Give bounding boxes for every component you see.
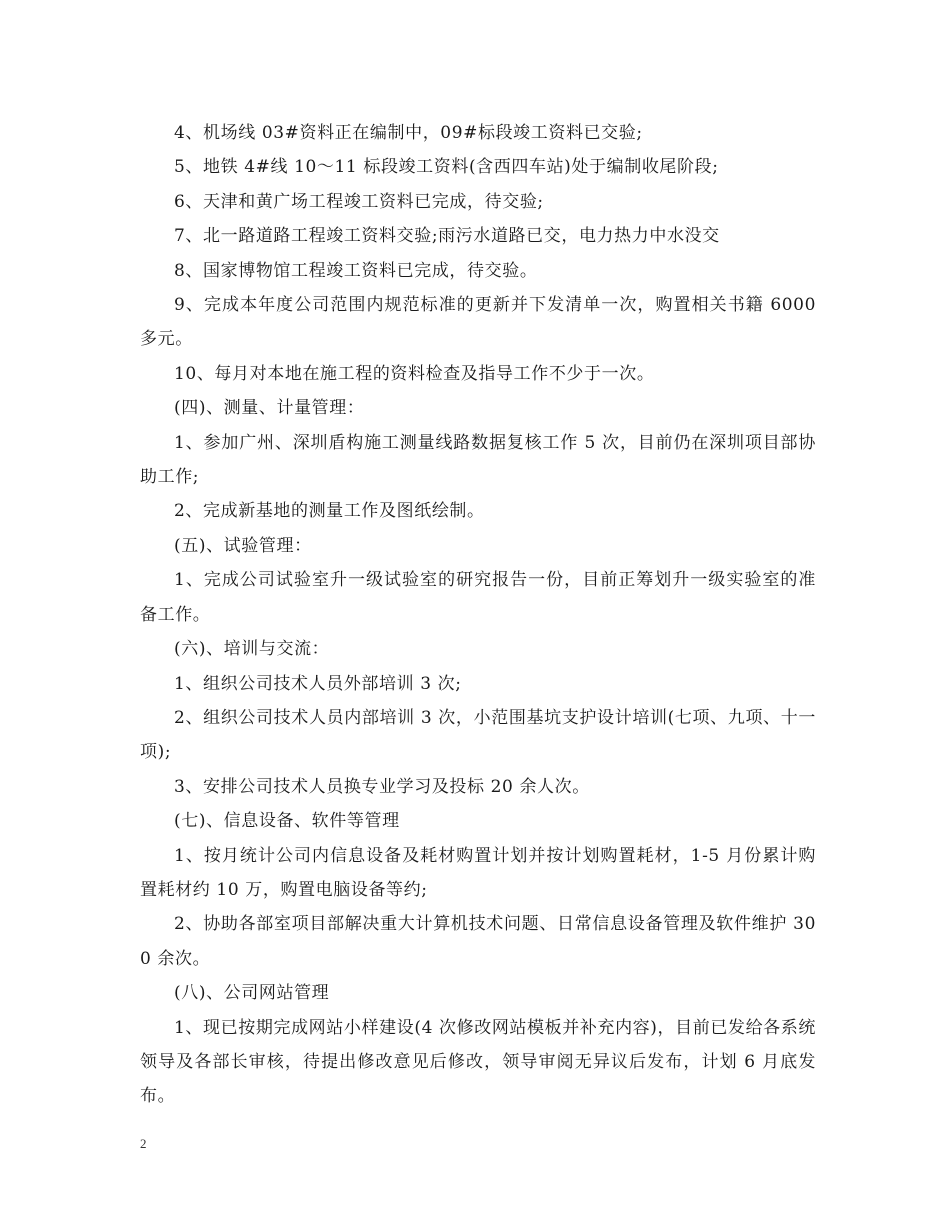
paragraph: 10、每月对本地在施工程的资料检查及指导工作不少于一次。 xyxy=(174,363,655,384)
paragraph: 9、完成本年度公司范围内规范标准的更新并下发清单一次，购置相关书籍 6000 多元。 xyxy=(140,295,816,350)
paragraph: 7、北一路道路工程竣工资料交验;雨污水道路已交，电力热力中水没交 xyxy=(174,226,720,247)
paragraph: 6、天津和黄广场工程竣工资料已完成，待交验; xyxy=(174,191,544,212)
paragraph: 5、地铁 4#线 10～11 标段竣工资料(含西四车站)处于编制收尾阶段; xyxy=(174,157,719,178)
section-heading: (六)、培训与交流： xyxy=(174,639,330,660)
section-heading: (五)、试验管理： xyxy=(174,535,312,556)
paragraph: 1、组织公司技术人员外部培训 3 次; xyxy=(174,673,462,694)
section-heading: (四)、测量、计量管理： xyxy=(174,398,365,419)
paragraph: 2、协助各部室项目部解决重大计算机技术问题、日常信息设备管理及软件维护 300 余次。 xyxy=(140,914,816,969)
page-number: 2 xyxy=(140,1136,147,1151)
paragraph: 8、国家博物馆工程竣工资料已完成，待交验。 xyxy=(174,260,538,281)
paragraph: 4、机场线 03#资料正在编制中，09#标段竣工资料已交验; xyxy=(174,123,643,143)
section-heading: (七)、信息设备、软件等管理 xyxy=(174,811,400,832)
paragraph: 3、安排公司技术人员换专业学习及投标 20 余人次。 xyxy=(174,776,590,797)
paragraph: 2、组织公司技术人员内部培训 3 次，小范围基坑支护设计培训(七项、九项、十一项); xyxy=(140,707,816,763)
paragraph: 1、现已按期完成网站小样建设(4 次修改网站模板并补充内容)，目前已发给各系统领导及各部长审核，待提出修改意见后修改，领导审阅无异议后发布，计划 6 月底发布。 xyxy=(140,1017,816,1107)
paragraph: 1、按月统计公司内信息设备及耗材购置计划并按计划购置耗材，1-5 月份累计购置耗材约 10 万，购置电脑设备等约; xyxy=(140,845,816,900)
paragraph: 1、完成公司试验室升一级试验室的研究报告一份，目前正筹划升一级实验室的准备工作。 xyxy=(140,570,816,625)
section-heading: (八)、公司网站管理 xyxy=(174,983,330,1004)
paragraph: 1、参加广州、深圳盾构施工测量线路数据复核工作 5 次，目前仍在深圳项目部协助工作; xyxy=(140,432,816,488)
paragraph: 2、完成新基地的测量工作及图纸绘制。 xyxy=(174,501,485,522)
document-body xyxy=(140,116,816,1114)
